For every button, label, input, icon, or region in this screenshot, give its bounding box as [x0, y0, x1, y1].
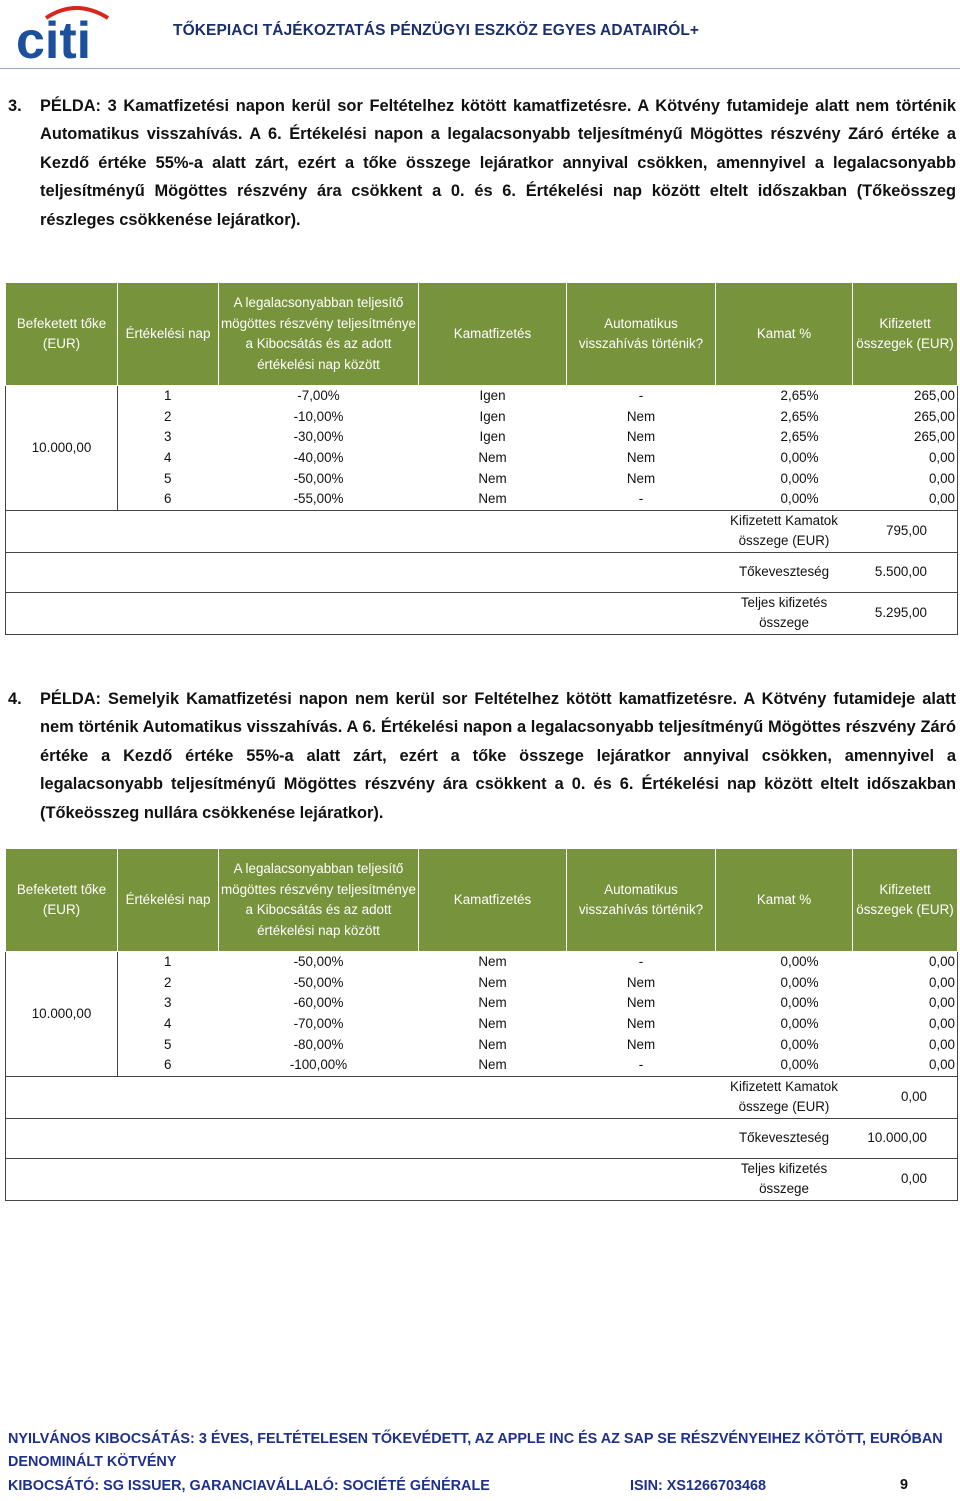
- table-row: [6, 993, 958, 1014]
- empty-cell: [6, 1118, 716, 1158]
- example-text: PÉLDA: 3 Kamatfizetési napon kerül sor Feltételhez kötött kamatfizetésre. A Kötvény futamideje alatt nem történik Automatikus visszahívás. A 6. Értékelési napon a legalacsonyabb teljesítményű Mögöttes részvény Záró értéke a Kezdő értéke 55%-a alatt zárt, ezért a tőke összege lejáratkor annyival csökken, amennyivel a legalacsonyabb teljesítményű Mögöttes részvény ára csökkent a 0. és 6. Értékelési nap között eltelt időszakban (Tőkeösszeg részleges csökkenése lejáratkor).: [40, 97, 956, 229]
- paid-amount: 0,00: [853, 993, 958, 1014]
- table-row: [6, 468, 958, 489]
- table-row: [6, 427, 958, 448]
- total-payment-label: Teljes kifizetés összege: [716, 1158, 853, 1200]
- coupon-flag: Igen: [419, 386, 567, 407]
- paid-amount: 265,00: [853, 427, 958, 448]
- total-payment-value: 5.295,00: [853, 592, 958, 634]
- header-coupon: Kamatfizetés: [419, 283, 567, 386]
- rate: 0,00%: [780, 491, 819, 507]
- total-payment-value: 0,00: [853, 1158, 958, 1200]
- coupon-flag: Nem: [478, 1057, 507, 1073]
- header-paid: Kifizetett összegek (EUR): [853, 849, 958, 952]
- coupon-flag: Nem: [478, 470, 507, 486]
- coupon-flag: Igen: [479, 408, 506, 424]
- capital-loss-label: Tőkeveszteség: [716, 552, 853, 592]
- autocall-flag: Nem: [626, 995, 656, 1011]
- valuation-day: 3: [164, 995, 172, 1011]
- header-paid: Kifizetett összegek (EUR): [853, 283, 958, 386]
- page-header: [0, 0, 960, 70]
- table-row: [6, 1014, 958, 1035]
- table-row: [6, 386, 958, 407]
- autocall-flag: -: [567, 952, 716, 973]
- performance: -100,00%: [289, 1057, 348, 1073]
- paid-amount: 0,00: [853, 468, 958, 489]
- rate: 2,65%: [780, 408, 819, 424]
- performance: -80,00%: [293, 1036, 344, 1052]
- table-header-row: [6, 849, 958, 952]
- table-row: [6, 1055, 958, 1076]
- empty-cell: [6, 592, 716, 634]
- autocall-flag: Nem: [626, 450, 656, 466]
- table-row: [6, 489, 958, 510]
- footer-issuer: KIBOCSÁTÓ: SG ISSUER, GARANCIAVÁLLALÓ: SOCIÉTÉ GÉNÉRALE: [8, 1478, 490, 1494]
- performance: -50,00%: [219, 952, 419, 973]
- coupon-flag: Nem: [478, 491, 507, 507]
- autocall-flag: -: [638, 491, 644, 507]
- performance: -55,00%: [293, 491, 344, 507]
- header-coupon: Kamatfizetés: [419, 849, 567, 952]
- example-number: 4.: [8, 690, 22, 708]
- header-autocall: Automatikus visszahívás történik?: [567, 283, 716, 386]
- performance: -40,00%: [293, 450, 344, 466]
- example-4-table: [5, 848, 958, 1201]
- autocall-flag: -: [567, 386, 716, 407]
- valuation-day: 4: [164, 450, 172, 466]
- coupon-flag: Igen: [479, 429, 506, 445]
- rate: 2,65%: [716, 386, 853, 407]
- paid-amount: 265,00: [853, 386, 958, 407]
- header-performance: A legalacsonyabban teljesítő mögöttes részvény teljesítménye a Kibocsátás és az adott értékelési nap között: [219, 283, 419, 386]
- coupon-flag: Nem: [478, 1036, 507, 1052]
- valuation-day: 2: [164, 974, 172, 990]
- header-autocall: Automatikus visszahívás történik?: [567, 849, 716, 952]
- interest-total-value: 795,00: [853, 510, 958, 552]
- valuation-day: 3: [164, 429, 172, 445]
- performance: -10,00%: [293, 408, 344, 424]
- valuation-day: 6: [164, 1057, 172, 1073]
- rate: 2,65%: [780, 429, 819, 445]
- header-valuation-day: Értékelési nap: [118, 283, 219, 386]
- autocall-flag: -: [638, 1057, 644, 1073]
- autocall-flag: Nem: [626, 429, 656, 445]
- coupon-flag: Nem: [478, 450, 507, 466]
- interest-total-row: [6, 510, 958, 552]
- autocall-flag: Nem: [626, 470, 656, 486]
- paid-amount: 0,00: [853, 952, 958, 973]
- interest-total-label: Kifizetett Kamatok összege (EUR): [716, 510, 853, 552]
- logo-text: citi: [16, 12, 92, 60]
- header-valuation-day: Értékelési nap: [118, 849, 219, 952]
- example-3-paragraph: [8, 92, 956, 234]
- paid-amount: 0,00: [853, 1034, 958, 1055]
- invested-amount: 10.000,00: [6, 952, 118, 1077]
- paid-amount: 0,00: [853, 973, 958, 994]
- table-row: [6, 973, 958, 994]
- performance: -50,00%: [293, 470, 344, 486]
- footer-isin: ISIN: XS1266703468: [630, 1478, 767, 1494]
- table-row: [6, 448, 958, 469]
- header-performance: A legalacsonyabban teljesítő mögöttes részvény teljesítménye a Kibocsátás és az adott értékelési nap között: [219, 849, 419, 952]
- performance: -60,00%: [293, 995, 344, 1011]
- valuation-day: 4: [164, 1016, 172, 1032]
- empty-cell: [6, 510, 716, 552]
- rate: 0,00%: [780, 995, 819, 1011]
- table-row: [6, 952, 958, 973]
- autocall-flag: Nem: [626, 1036, 656, 1052]
- capital-loss-row: [6, 552, 958, 592]
- coupon-flag: Nem: [478, 974, 507, 990]
- paid-amount: 0,00: [853, 489, 958, 510]
- valuation-day: 1: [118, 952, 219, 973]
- example-4-paragraph: [8, 685, 956, 827]
- header-divider: [0, 68, 960, 69]
- header-rate: Kamat %: [716, 849, 853, 952]
- paid-amount: 0,00: [853, 448, 958, 469]
- valuation-day: 2: [164, 408, 172, 424]
- page-number: 9: [900, 1477, 909, 1493]
- table-header-row: [6, 283, 958, 386]
- header-rate: Kamat %: [716, 283, 853, 386]
- example-number: 3.: [8, 97, 22, 115]
- header-title: TŐKEPIACI TÁJÉKOZTATÁS PÉNZÜGYI ESZKÖZ EGYES ADATAIRÓL+: [173, 22, 700, 39]
- performance: -7,00%: [219, 386, 419, 407]
- paid-amount: 0,00: [853, 1014, 958, 1035]
- performance: -70,00%: [293, 1016, 344, 1032]
- rate: 0,00%: [780, 1016, 819, 1032]
- example-3-table: [5, 282, 958, 635]
- interest-total-row: [6, 1076, 958, 1118]
- footer-offering: NYILVÁNOS KIBOCSÁTÁS: 3 ÉVES, FELTÉTELESEN TŐKEVÉDETT, AZ APPLE INC ÉS AZ SAP SE RÉSZVÉNYEIHEZ KÖTÖTT, EURÓBAN DENOMINÁLT KÖTVÉNY: [8, 1431, 943, 1470]
- invested-amount: 10.000,00: [6, 386, 118, 511]
- coupon-flag: Nem: [478, 995, 507, 1011]
- valuation-day: 6: [164, 491, 172, 507]
- rate: 0,00%: [780, 974, 819, 990]
- empty-cell: [6, 552, 716, 592]
- valuation-day: 5: [164, 470, 172, 486]
- table-row: [6, 407, 958, 428]
- valuation-day: 1: [118, 386, 219, 407]
- empty-cell: [6, 1158, 716, 1200]
- example-text: PÉLDA: Semelyik Kamatfizetési napon nem kerül sor Feltételhez kötött kamatfizetésre. A Kötvény futamideje alatt nem történik Automatikus visszahívás. A 6. Értékelési napon a legalacsonyabb teljesítményű Mögöttes részvény Záró értéke a Kezdő értéke 55%-a alatt zárt, ezért a tőke összege lejáratkor annyival csökken, amennyivel a legalacsonyabb teljesítményű Mögöttes részvény ára csökkent a 0. és 6. Értékelési nap között eltelt időszakban (Tőkeösszeg nullára csökkenése lejáratkor).: [40, 690, 956, 822]
- total-payment-label: Teljes kifizetés összege: [716, 592, 853, 634]
- header-invested: Befeketett tőke (EUR): [6, 849, 118, 952]
- table-row: [6, 1034, 958, 1055]
- autocall-flag: Nem: [626, 408, 656, 424]
- rate: 0,00%: [780, 470, 819, 486]
- total-payment-row: [6, 592, 958, 634]
- paid-amount: 265,00: [853, 407, 958, 428]
- rate: 0,00%: [780, 1036, 819, 1052]
- capital-loss-value: 5.500,00: [853, 552, 958, 592]
- paid-amount: 0,00: [853, 1055, 958, 1076]
- capital-loss-value: 10.000,00: [853, 1118, 958, 1158]
- autocall-flag: Nem: [626, 1016, 656, 1032]
- rate: 0,00%: [780, 450, 819, 466]
- valuation-day: 5: [164, 1036, 172, 1052]
- interest-total-label: Kifizetett Kamatok összege (EUR): [716, 1076, 853, 1118]
- interest-total-value: 0,00: [853, 1076, 958, 1118]
- total-payment-row: [6, 1158, 958, 1200]
- rate: 0,00%: [780, 1057, 819, 1073]
- coupon-flag: Nem: [478, 1016, 507, 1032]
- rate: 0,00%: [716, 952, 853, 973]
- empty-cell: [6, 1076, 716, 1118]
- citi-logo: [16, 4, 116, 60]
- header-invested: Befeketett tőke (EUR): [6, 283, 118, 386]
- capital-loss-row: [6, 1118, 958, 1158]
- capital-loss-label: Tőkeveszteség: [716, 1118, 853, 1158]
- autocall-flag: Nem: [626, 974, 656, 990]
- performance: -30,00%: [293, 429, 344, 445]
- coupon-flag: Nem: [419, 952, 567, 973]
- performance: -50,00%: [293, 974, 344, 990]
